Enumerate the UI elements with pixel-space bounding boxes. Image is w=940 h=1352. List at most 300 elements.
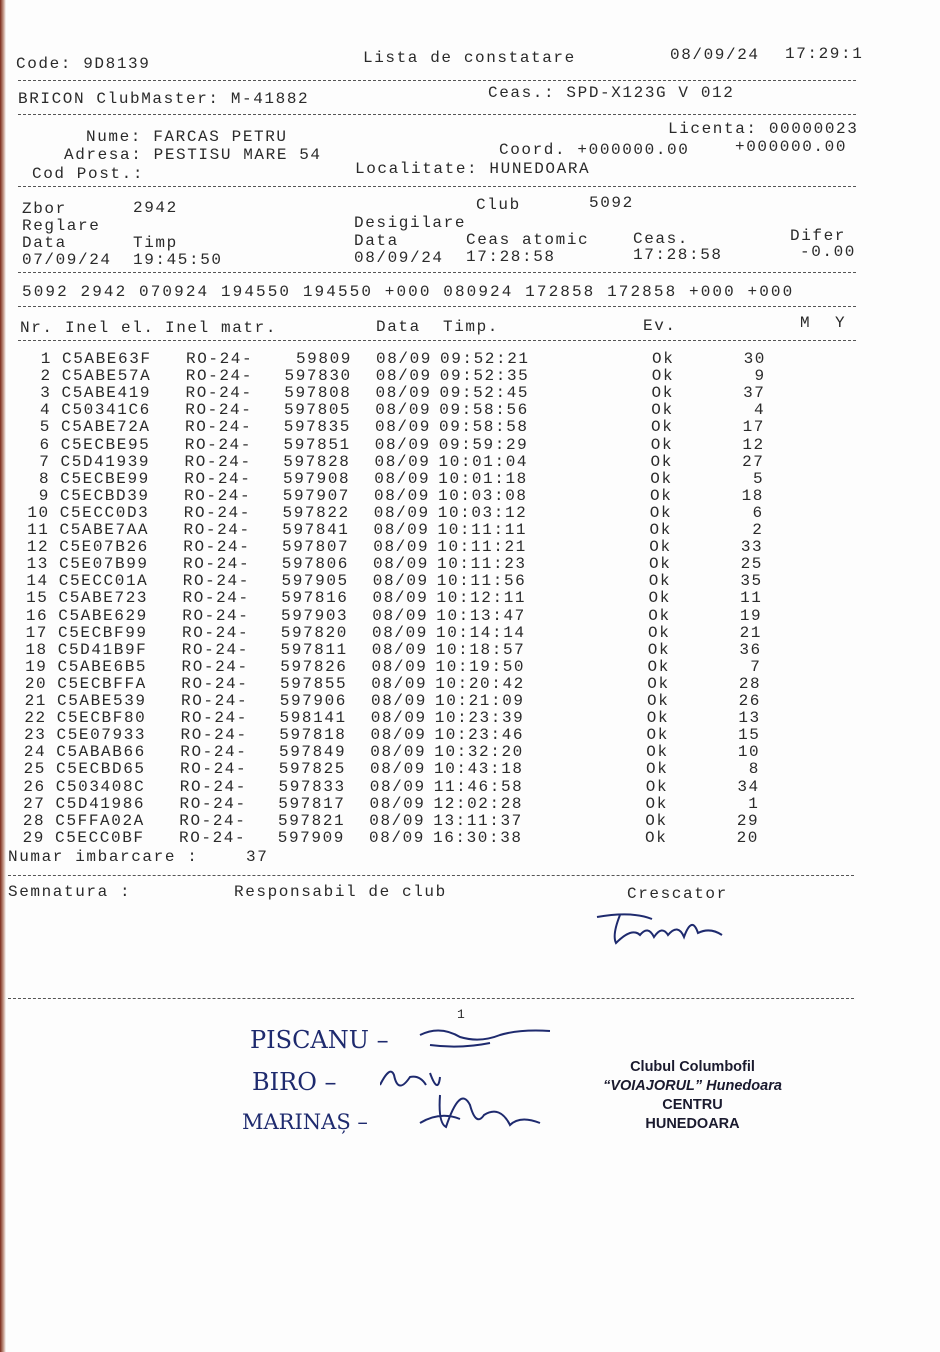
- summary-value: 37: [246, 848, 269, 866]
- row-time: 09:52:35: [439, 367, 530, 386]
- row-date: 08/09: [369, 794, 426, 813]
- table-row: [0, 573, 800, 590]
- row-country: RO-24-: [180, 743, 248, 762]
- print-time: 17:29:1: [785, 45, 864, 63]
- row-inel-el: C5ABE7AA: [59, 521, 150, 539]
- divider: [18, 306, 856, 307]
- row-time: 16:30:38: [433, 828, 523, 847]
- row-nr: 11: [27, 521, 50, 539]
- row-inel-el: C5ECBF80: [56, 709, 147, 728]
- row-nr: 27: [23, 794, 46, 813]
- row-y: 8: [748, 760, 760, 779]
- row-ev: Ok: [650, 469, 673, 488]
- club-stamp: [580, 1058, 805, 1134]
- row-nr: 18: [25, 640, 48, 659]
- row-time: 10:20:42: [435, 674, 525, 693]
- row-ev: Ok: [648, 572, 672, 591]
- table-row: [0, 710, 800, 727]
- row-time: 10:19:50: [435, 657, 526, 676]
- row-inel-matr: 597806: [281, 555, 349, 574]
- row-y: 37: [743, 384, 766, 403]
- row-nr: 20: [24, 674, 48, 693]
- row-time: 10:32:20: [434, 743, 524, 762]
- table-row: [0, 676, 800, 693]
- row-inel-matr: 597816: [281, 589, 349, 608]
- col-ev: Ev.: [643, 317, 677, 335]
- row-nr: 16: [25, 606, 49, 625]
- row-country: RO-24-: [179, 777, 247, 796]
- row-inel-matr: 597818: [279, 726, 347, 745]
- row-nr: 12: [26, 538, 50, 557]
- row-inel-matr: 598141: [279, 709, 347, 728]
- license: Licenta: 00000023: [668, 120, 859, 138]
- responsabil-label: Responsabil de club: [234, 883, 447, 901]
- row-date: 08/09: [372, 589, 429, 608]
- row-inel-matr: 597851: [283, 435, 351, 454]
- desigilare-label: Desigilare: [354, 214, 467, 232]
- row-ev: Ok: [649, 538, 672, 557]
- owner-name: Nume: FARCAS PETRU: [86, 128, 288, 146]
- row-nr: 7: [39, 452, 51, 471]
- row-date: 08/09: [375, 367, 432, 386]
- row-inel-matr: 597811: [280, 640, 348, 659]
- row-nr: 24: [23, 743, 47, 762]
- summary-label: Numar imbarcare :: [8, 848, 199, 866]
- col-timp: Timp.: [443, 318, 500, 336]
- row-country: RO-24-: [180, 709, 248, 728]
- desig-date: 08/09/24: [354, 249, 444, 267]
- row-time: 11:46:58: [433, 777, 524, 796]
- row-nr: 14: [26, 572, 49, 591]
- row-y: 29: [736, 811, 760, 830]
- table-row: [0, 761, 800, 778]
- row-nr: 17: [25, 623, 48, 642]
- reglare-data-label: Data: [22, 234, 67, 252]
- reglare-label: Reglare: [22, 217, 101, 235]
- row-ev: Ok: [650, 486, 673, 505]
- device: BRICON ClubMaster: M-41882: [18, 90, 310, 108]
- row-date: 08/09: [372, 572, 429, 591]
- row-country: RO-24-: [179, 794, 247, 813]
- col-inel-el: Inel el.: [65, 319, 155, 337]
- row-inel-matr: 597807: [282, 538, 350, 557]
- row-nr: 13: [26, 555, 49, 574]
- row-time: 10:21:09: [435, 692, 525, 710]
- row-country: RO-24-: [180, 760, 248, 779]
- row-country: RO-24-: [180, 726, 248, 745]
- row-ev: Ok: [645, 777, 669, 796]
- row-time: 09:58:58: [439, 418, 529, 437]
- row-y: 25: [740, 555, 763, 574]
- divider: [8, 875, 854, 876]
- row-inel-el: C5ECBD65: [56, 760, 146, 779]
- row-ev: Ok: [651, 418, 674, 437]
- row-ev: Ok: [649, 503, 673, 522]
- row-ev: Ok: [646, 709, 670, 728]
- row-y: 28: [738, 674, 762, 693]
- table-row: [0, 522, 800, 539]
- row-ev: Ok: [649, 521, 672, 539]
- row-y: 2: [752, 521, 764, 539]
- table-row: [0, 796, 800, 813]
- table-row: [0, 608, 800, 625]
- row-nr: 22: [24, 709, 47, 728]
- row-inel-matr: 597907: [282, 486, 350, 505]
- coord-2: +000000.00: [735, 138, 848, 156]
- row-y: 9: [754, 367, 766, 386]
- row-date: 08/09: [372, 623, 429, 642]
- ceas-atomic: 17:28:58: [466, 248, 556, 266]
- row-time: 09:52:21: [440, 350, 530, 368]
- row-inel-el: C503408C: [55, 777, 146, 796]
- row-time: 10:43:18: [434, 760, 524, 779]
- zbor-value: 2942: [133, 199, 178, 217]
- row-inel-el: C5ABE539: [57, 692, 147, 710]
- difer: -0.00: [800, 243, 857, 261]
- table-row: [0, 830, 800, 847]
- divider: [18, 272, 856, 273]
- page-number: 1: [457, 1007, 467, 1022]
- row-time: 10:11:23: [437, 555, 527, 574]
- row-inel-matr: 597821: [278, 811, 346, 830]
- row-country: RO-24-: [185, 367, 253, 386]
- table-row: [0, 419, 800, 436]
- row-inel-el: C5E07B26: [59, 538, 149, 557]
- row-inel-el: C5ABE723: [58, 589, 149, 608]
- row-ev: Ok: [647, 692, 670, 710]
- divider: [8, 998, 854, 999]
- row-y: 20: [736, 828, 759, 847]
- row-ev: Ok: [648, 606, 671, 625]
- row-inel-el: C5E07933: [56, 726, 147, 745]
- code-line: 5092 2942 070924 194550 194550 +000 080924 172858 172858 +000 +000: [22, 283, 795, 301]
- table-row: [0, 368, 800, 385]
- row-inel-el: C5D41B9F: [57, 640, 148, 659]
- row-country: RO-24-: [186, 350, 254, 368]
- row-nr: 19: [25, 657, 48, 676]
- row-ev: Ok: [645, 811, 668, 830]
- row-time: 09:52:45: [439, 384, 530, 403]
- row-y: 4: [754, 401, 766, 420]
- stamp-line: CENTRU: [662, 1097, 723, 1113]
- zbor-label: Zbor: [22, 200, 67, 218]
- row-time: 10:03:12: [437, 503, 528, 522]
- locality: Localitate: HUNEDOARA: [355, 160, 591, 178]
- row-country: RO-24-: [181, 640, 249, 659]
- coord: Coord. +000000.00: [499, 141, 690, 159]
- table-row: [0, 402, 800, 419]
- table-row: [0, 727, 800, 744]
- table-row: [0, 659, 800, 676]
- row-date: 08/09: [376, 350, 433, 368]
- row-date: 08/09: [375, 384, 432, 403]
- row-ev: Ok: [649, 555, 672, 574]
- row-y: 33: [740, 538, 764, 557]
- row-country: RO-24-: [183, 538, 251, 557]
- row-inel-el: C5ECBD39: [60, 486, 150, 505]
- row-inel-matr: 597833: [278, 777, 346, 796]
- row-inel-el: C5ECBE99: [60, 469, 150, 488]
- col-inel-matr: Inel matr.: [165, 319, 278, 337]
- row-date: 08/09: [371, 692, 428, 710]
- row-inel-el: C5ECBE95: [60, 435, 151, 454]
- row-country: RO-24-: [183, 521, 251, 539]
- row-ev: Ok: [651, 401, 674, 420]
- row-time: 10:18:57: [435, 640, 526, 659]
- row-nr: 25: [23, 760, 46, 779]
- row-y: 1: [748, 794, 760, 813]
- row-time: 12:02:28: [433, 794, 524, 813]
- club-value: 5092: [589, 194, 634, 212]
- row-inel-matr: 597817: [278, 794, 346, 813]
- row-inel-matr: 597820: [280, 623, 348, 642]
- row-ev: Ok: [648, 623, 671, 642]
- ceas-label: Ceas.: [633, 230, 690, 248]
- clock: Ceas.: SPD-X123G V 012: [488, 84, 735, 102]
- row-inel-el: C5ABE629: [58, 606, 148, 625]
- table-row: [0, 488, 800, 505]
- row-nr: 4: [40, 401, 52, 420]
- row-inel-el: C5ABE72A: [61, 418, 151, 437]
- row-y: 21: [739, 623, 762, 642]
- row-time: 10:01:04: [438, 452, 529, 471]
- row-ev: Ok: [651, 367, 675, 386]
- row-inel-el: C5FFA02A: [55, 811, 145, 830]
- row-y: 30: [743, 350, 766, 368]
- row-date: 08/09: [375, 401, 432, 420]
- row-time: 10:01:18: [438, 469, 528, 488]
- table-row: [0, 590, 800, 607]
- row-nr: 23: [24, 726, 47, 745]
- table-row: [0, 351, 800, 368]
- row-country: RO-24-: [183, 503, 251, 522]
- row-y: 13: [738, 709, 761, 728]
- col-nr: Nr.: [20, 319, 54, 337]
- row-y: 17: [742, 418, 765, 437]
- divider: [18, 80, 856, 81]
- table-row: [0, 437, 800, 454]
- desig-data-label: Data: [354, 232, 399, 250]
- row-time: 10:11:21: [437, 538, 527, 557]
- row-inel-matr: 597855: [280, 674, 348, 693]
- table-row: [0, 471, 800, 488]
- row-inel-el: C5ECC01A: [58, 572, 149, 591]
- row-date: 08/09: [373, 538, 430, 557]
- row-date: 08/09: [370, 760, 427, 779]
- divider: [18, 114, 856, 115]
- reglare-date: 07/09/24: [22, 251, 112, 269]
- row-ev: Ok: [650, 435, 674, 454]
- row-inel-matr: 597808: [284, 384, 352, 403]
- divider: [18, 186, 856, 187]
- row-inel-matr: 597909: [277, 828, 345, 847]
- row-time: 10:13:47: [436, 606, 526, 625]
- row-country: RO-24-: [179, 828, 247, 847]
- row-date: 08/09: [370, 726, 427, 745]
- row-country: RO-24-: [185, 384, 253, 403]
- row-inel-el: C5E07B99: [59, 555, 149, 574]
- row-country: RO-24-: [182, 623, 250, 642]
- row-date: 08/09: [370, 709, 427, 728]
- row-date: 08/09: [374, 435, 431, 454]
- row-nr: 3: [40, 384, 52, 403]
- row-ev: Ok: [646, 743, 669, 762]
- row-country: RO-24-: [183, 555, 251, 574]
- row-country: RO-24-: [182, 606, 250, 625]
- row-time: 10:11:11: [437, 521, 528, 539]
- row-country: RO-24-: [181, 692, 249, 710]
- row-y: 19: [739, 606, 763, 625]
- row-nr: 8: [39, 469, 51, 488]
- crescator-signature: [592, 905, 732, 955]
- row-ev: Ok: [646, 760, 669, 779]
- row-nr: 26: [23, 777, 46, 796]
- row-inel-el: C5ABE419: [61, 384, 152, 403]
- row-date: 08/09: [371, 657, 428, 676]
- row-y: 10: [737, 743, 761, 762]
- row-date: 08/09: [370, 743, 427, 762]
- table-row: [0, 505, 800, 522]
- handwritten-signatures: [380, 1015, 560, 1140]
- row-inel-matr: 597835: [283, 418, 351, 437]
- table-row: [0, 779, 800, 796]
- document-title: Lista de constatare: [363, 49, 576, 67]
- table-row: [0, 693, 800, 710]
- row-country: RO-24-: [181, 674, 249, 693]
- table-row: [0, 625, 800, 642]
- row-date: 08/09: [372, 606, 429, 625]
- row-inel-matr: 597849: [279, 743, 347, 762]
- row-country: RO-24-: [184, 486, 252, 505]
- divider: [18, 340, 856, 341]
- table-row: [0, 556, 800, 573]
- row-inel-el: C5ABAB66: [56, 743, 146, 762]
- row-time: 10:14:14: [436, 623, 526, 642]
- row-country: RO-24-: [184, 435, 252, 454]
- row-nr: 21: [24, 692, 47, 710]
- col-data: Data: [376, 318, 421, 336]
- row-inel-matr: 59809: [295, 350, 352, 368]
- row-y: 35: [740, 572, 763, 591]
- row-nr: 6: [39, 435, 51, 454]
- row-y: 6: [752, 503, 764, 522]
- postcode: Cod Post.:: [32, 165, 145, 183]
- row-date: 08/09: [369, 811, 426, 830]
- row-inel-el: C5ECBF99: [58, 623, 148, 642]
- row-date: 08/09: [375, 418, 432, 437]
- row-inel-el: C5ABE63F: [62, 350, 152, 368]
- table-row: [0, 454, 800, 471]
- row-date: 08/09: [373, 555, 430, 574]
- owner-address: Adresa: PESTISU MARE 54: [64, 146, 322, 164]
- row-ev: Ok: [648, 589, 671, 608]
- row-date: 08/09: [374, 469, 431, 488]
- row-time: 10:12:11: [436, 589, 527, 608]
- row-ev: Ok: [647, 674, 670, 693]
- row-inel-el: C5ECC0BF: [55, 828, 145, 847]
- row-nr: 1: [40, 350, 52, 368]
- row-date: 08/09: [371, 640, 428, 659]
- table-row: [0, 813, 800, 830]
- row-y: 26: [738, 692, 761, 710]
- table-row: [0, 385, 800, 402]
- table-row: [0, 642, 800, 659]
- signatory-marinas: MARINAȘ –: [242, 1110, 368, 1134]
- row-time: 10:11:56: [436, 572, 527, 591]
- row-country: RO-24-: [184, 452, 252, 471]
- row-country: RO-24-: [185, 418, 253, 437]
- row-country: RO-24-: [181, 657, 249, 676]
- row-ev: Ok: [651, 384, 674, 403]
- difer-label: Difer: [790, 227, 847, 245]
- row-time: 09:58:56: [439, 401, 529, 420]
- row-time: 13:11:37: [433, 811, 523, 830]
- signatory-biro: BIRO –: [252, 1068, 337, 1096]
- row-time: 10:23:46: [434, 726, 525, 745]
- row-time: 10:23:39: [434, 709, 525, 728]
- row-y: 11: [740, 589, 763, 608]
- row-y: 18: [741, 486, 764, 505]
- row-time: 10:03:08: [438, 486, 528, 505]
- row-y: 36: [739, 640, 762, 659]
- row-ev: Ok: [645, 794, 668, 813]
- ceas: 17:28:58: [633, 246, 723, 264]
- row-time: 09:59:29: [438, 435, 529, 454]
- signature-label: Semnatura :: [8, 883, 132, 901]
- row-inel-el: C50341C6: [61, 401, 151, 420]
- row-nr: 29: [22, 828, 45, 847]
- row-inel-matr: 597826: [280, 657, 348, 676]
- row-date: 08/09: [373, 521, 430, 539]
- stamp-line: HUNEDOARA: [645, 1116, 740, 1132]
- reglare-timp-label: Timp: [133, 234, 178, 252]
- club-label: Club: [476, 196, 521, 214]
- row-nr: 2: [40, 367, 52, 386]
- table-row: [0, 539, 800, 556]
- row-country: RO-24-: [179, 811, 247, 830]
- row-y: 5: [753, 469, 765, 488]
- row-date: 08/09: [374, 452, 431, 471]
- row-nr: 15: [26, 589, 49, 608]
- row-date: 08/09: [369, 828, 426, 847]
- row-inel-matr: 597830: [284, 367, 352, 386]
- row-country: RO-24-: [184, 469, 252, 488]
- row-country: RO-24-: [182, 572, 250, 591]
- row-date: 08/09: [369, 777, 426, 796]
- row-inel-matr: 597906: [279, 692, 347, 710]
- row-inel-matr: 597908: [283, 469, 351, 488]
- row-inel-matr: 597841: [282, 521, 350, 539]
- row-nr: 28: [22, 811, 46, 830]
- row-inel-matr: 597825: [278, 760, 346, 779]
- row-date: 08/09: [371, 674, 428, 693]
- table-row: [0, 744, 800, 761]
- print-date: 08/09/24: [670, 46, 760, 64]
- row-inel-el: C5ABE6B5: [57, 657, 148, 676]
- signatory-piscanu: PISCANU –: [250, 1026, 389, 1054]
- row-inel-matr: 597828: [283, 452, 351, 471]
- row-date: 08/09: [374, 486, 431, 505]
- row-inel-el: C5ECBFFA: [57, 674, 147, 693]
- row-nr: 10: [27, 503, 50, 522]
- row-country: RO-24-: [182, 589, 250, 608]
- reglare-time: 19:45:50: [133, 251, 223, 269]
- row-y: 27: [742, 452, 765, 471]
- row-y: 7: [750, 657, 762, 676]
- row-inel-el: C5D41986: [55, 794, 146, 813]
- row-ev: Ok: [647, 640, 671, 659]
- ceas-atomic-label: Ceas atomic: [466, 231, 590, 249]
